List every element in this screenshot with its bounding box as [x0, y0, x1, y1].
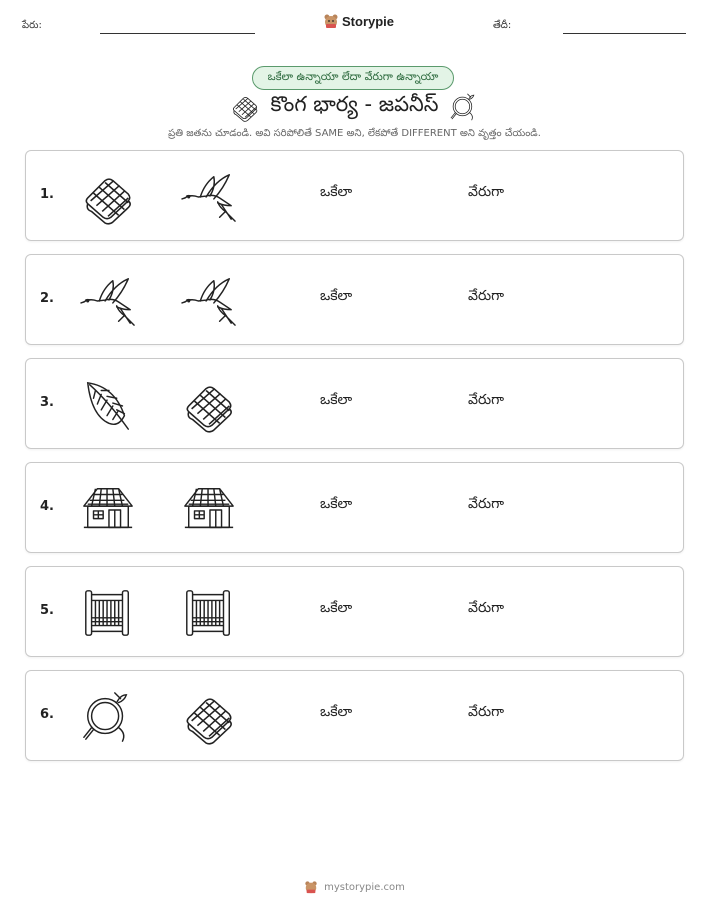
- name-label: పేరు:: [22, 20, 42, 31]
- feather-icon: [80, 377, 136, 433]
- crane-icon: [80, 273, 136, 329]
- question-row: [25, 254, 684, 345]
- different-option[interactable]: వేరుగా: [468, 392, 504, 408]
- question-number: 3.: [40, 395, 54, 410]
- page-title: కొంగ భార్య - జపనీస్: [270, 92, 439, 116]
- instructions: ప్రతి జతను చూడండి. అవి సరిపోలితే SAME అని, లేకపోతే DIFFERENT అని వృత్తం చేయండి.: [168, 128, 541, 139]
- date-line[interactable]: [563, 33, 686, 34]
- question-row: [25, 670, 684, 761]
- different-option[interactable]: వేరుగా: [468, 288, 504, 304]
- loom-icon: [80, 585, 136, 641]
- bear-mascot-icon: [323, 13, 339, 29]
- question-row: [25, 462, 684, 553]
- question-number: 1.: [40, 187, 54, 202]
- same-option[interactable]: ఒకేలా: [320, 600, 353, 616]
- question-row: [25, 566, 684, 657]
- same-option[interactable]: ఒకేలా: [320, 704, 353, 720]
- question-number: 5.: [40, 603, 54, 618]
- question-number: 4.: [40, 499, 54, 514]
- crane-icon: [181, 273, 237, 329]
- thread-spool-icon: [449, 92, 479, 122]
- different-option[interactable]: వేరుగా: [468, 600, 504, 616]
- same-option[interactable]: ఒకేలా: [320, 184, 353, 200]
- brand-name: Storypie: [342, 13, 395, 29]
- activity-badge: ఒకేలా ఉన్నాయా లేదా వేరుగా ఉన్నాయా: [252, 66, 454, 90]
- loom-icon: [181, 585, 237, 641]
- hut-icon: [181, 481, 237, 537]
- crane-icon: [181, 169, 237, 225]
- different-option[interactable]: వేరుగా: [468, 184, 504, 200]
- bear-mascot-icon: [304, 880, 318, 894]
- same-option[interactable]: ఒకేలా: [320, 392, 353, 408]
- footer-url: mystorypie.com: [324, 881, 405, 893]
- quilt-icon: [80, 169, 136, 225]
- storypie-logo: [323, 13, 394, 29]
- quilt-icon: [181, 377, 237, 433]
- same-option[interactable]: ఒకేలా: [320, 288, 353, 304]
- different-option[interactable]: వేరుగా: [468, 496, 504, 512]
- date-label: తేదీ:: [493, 20, 512, 31]
- quilt-icon: [230, 92, 260, 122]
- question-number: 2.: [40, 291, 54, 306]
- quilt-icon: [181, 689, 237, 745]
- same-option[interactable]: ఒకేలా: [320, 496, 353, 512]
- hut-icon: [80, 481, 136, 537]
- question-number: 6.: [40, 707, 54, 722]
- footer: [0, 880, 709, 894]
- question-row: [25, 150, 684, 241]
- title-row: [0, 92, 709, 122]
- question-row: [25, 358, 684, 449]
- different-option[interactable]: వేరుగా: [468, 704, 504, 720]
- name-line[interactable]: [100, 33, 255, 34]
- thread-spool-icon: [80, 689, 136, 745]
